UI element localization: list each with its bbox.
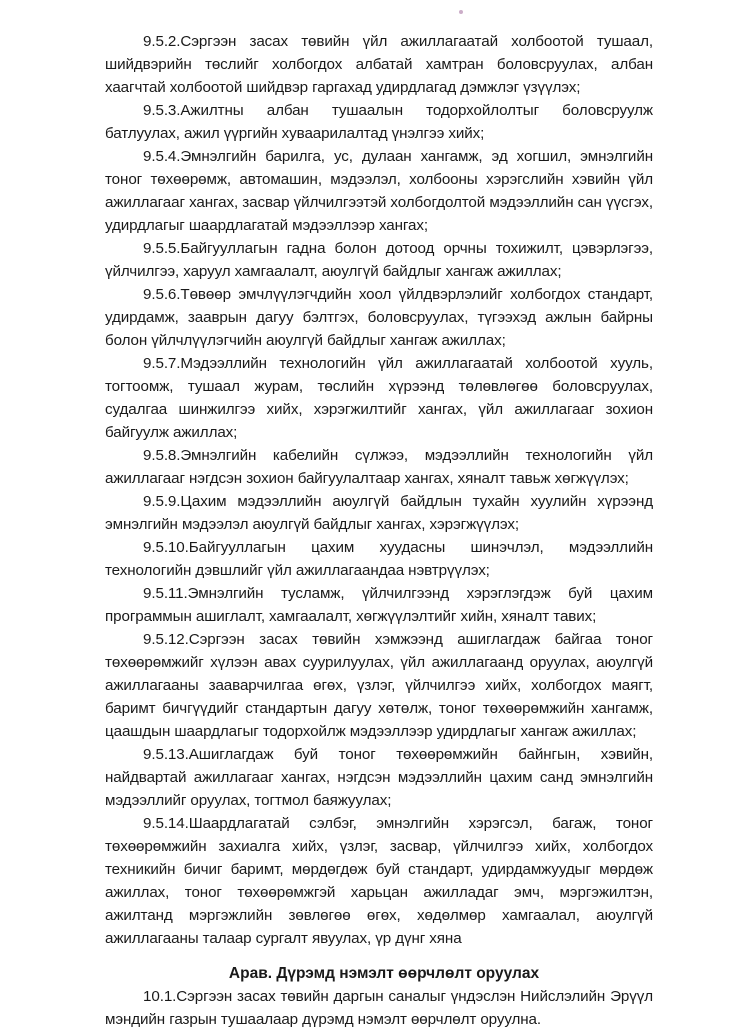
paragraph-9-5-13: 9.5.13.Ашиглагдаж буй тоног төхөөрөмжийн байнгын, хэвийн, найдвартай ажиллагааг хангах, нэгдсэн мэдээллийн цахим санд эмнэлгийн мэдээллийг оруулах, тогтмол баяжуулах;	[105, 746, 653, 809]
section-heading: Арав. Дүрэмд нэмэлт өөрчлөлт оруулах	[228, 965, 540, 982]
paragraph-9-5-3: 9.5.3.Ажилтны албан тушаалын тодорхойлолтыг боловсруулж батлуулах, ажил үүргийн хуваарилалтад үнэлгээ хийх;	[105, 102, 653, 142]
document-page	[105, 30, 653, 1031]
scan-speck	[459, 10, 463, 14]
paragraph-9-5-5: 9.5.5.Байгууллагын гадна болон дотоод орчны тохижилт, цэвэрлэгээ, үйлчилгээ, харуул хамгаалалт, аюулгүй байдлыг хангаж ажиллах;	[105, 240, 653, 280]
paragraph-9-5-4: 9.5.4.Эмнэлгийн барилга, ус, дулаан хангамж, эд хогшил, эмнэлгийн тоног төхөөрөмж, автомашин, мэдээлэл, холбооны хэрэгслийн хэвийн үйл ажиллагааг хангах, засвар үйлчилгээтэй холбогдолтой мэдээллийн сан үүсгэх, удирдлагыг шаардлагатай мэдээллээр хангах;	[105, 148, 653, 234]
paragraph-9-5-10: 9.5.10.Байгууллагын цахим хуудасны шинэчлэл, мэдээллийн технологийн дэвшлийг үйл ажиллагаандаа нэвтрүүлэх;	[105, 539, 653, 579]
paragraph-10-1: 10.1.Сэргээн засах төвийн даргын саналыг үндэслэн Нийслэлийн Эрүүл мэндийн газрын тушаалаар дүрэмд нэмэлт өөрчлөлт оруулна.	[105, 988, 653, 1028]
paragraph-9-5-6: 9.5.6.Төвөөр эмчлүүлэгчдийн хоол үйлдвэрлэлийг холбогдох стандарт, удирдамж, зааврын дагуу бэлтгэх, боловсруулах, түгээхэд ажлын байрны болон үйлчлүүлэгчийн аюулгүй байдлыг хангаж ажиллах;	[105, 286, 653, 349]
paragraph-9-5-7: 9.5.7.Мэдээллийн технологийн үйл ажиллагаатай холбоотой хууль, тогтоомж, тушаал журам, төслийн хүрээнд төлөвлөгөө боловсруулах, судалгаа шинжилгээ хийх, хэрэгжилтийг хангах, үйл ажиллагааг зохион байгуулж ажиллах;	[105, 355, 653, 441]
paragraph-9-5-12: 9.5.12.Сэргээн засах төвийн хэмжээнд ашиглагдаж байгаа тоног төхөөрөмжийг хүлээн авах суурилуулах, үйл ажиллагаанд оруулах, аюулгүй ажиллагааны зааварчилгаа өгөх, үзлэг, үйлчилгээ хийх, холбогдох маягт, баримт бичгүүдийг стандартын дагуу хөтөлж, тоног төхөөрөмжийн хангамж, цаашдын шаардлагыг тодорхойлж мэдээллээр удирдлагыг хангаж ажиллах;	[105, 631, 653, 740]
paragraph-9-5-8: 9.5.8.Эмнэлгийн кабелийн сүлжээ, мэдээллийн технологийн үйл ажиллагааг нэгдсэн зохион байгуулалтаар хангах, хяналт тавьж хөгжүүлэх;	[105, 447, 653, 487]
paragraph-9-5-14: 9.5.14.Шаардлагатай сэлбэг, эмнэлгийн хэрэгсэл, багаж, тоног төхөөрөмжийн захиалга хийх, үзлэг, засвар, үйлчилгээ хийх, холбогдох техникийн бичиг баримт, мөрдөгдөж буй стандарт, удирдамжуудыг мөрдөж ажиллах, тоног төхөөрөмжгэй харьцан ажилладаг эмч, мэргэжилтэн, ажилтанд мэргэжлийн зөвлөгөө өгөх, хөдөлмөр хамгаалал, аюулгүй ажиллагааны талаар сургалт явуулах, үр дүнг хяна	[105, 815, 653, 947]
paragraph-9-5-11: 9.5.11.Эмнэлгийн тусламж, үйлчилгээнд хэрэглэгдэж буй цахим программын ашиглалт, хамгаалалт, хөгжүүлэлтийг хийн, хяналт тавих;	[105, 585, 653, 625]
paragraph-9-5-9: 9.5.9.Цахим мэдээллийн аюулгүй байдлын тухайн хуулийн хүрээнд эмнэлгийн мэдээлэл аюулгүй байдлыг хангах, хэрэгжүүлэх;	[105, 493, 653, 533]
paragraph-9-5-2: 9.5.2.Сэргээн засах төвийн үйл ажиллагаатай холбоотой тушаал, шийдвэрийн төслийг холбогдох албатай хамтран боловсруулах, албан хаагчтай холбоотой шийдвэр гаргахад удирдлагад дэмжлэг үзүүлэх;	[105, 33, 653, 96]
